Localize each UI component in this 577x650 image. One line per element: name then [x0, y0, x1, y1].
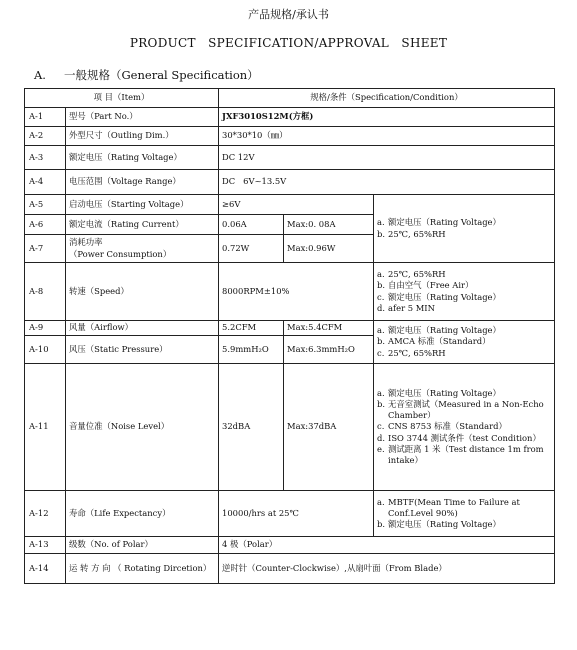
row-value: DC 12V	[219, 146, 555, 170]
condition-item	[377, 269, 552, 280]
row-id: A-7	[25, 235, 66, 263]
section-heading	[34, 67, 259, 83]
condition-marker: c.	[377, 347, 385, 358]
condition-item	[377, 303, 552, 314]
condition-text: afer 5 MIN	[388, 302, 435, 313]
condition-item	[377, 433, 552, 444]
condition-marker: c.	[377, 421, 385, 432]
row-max: Max:0. 08A	[284, 215, 374, 235]
condition-text: ISO 3744 测试条件（test Condition）	[388, 432, 541, 443]
condition-list	[377, 269, 552, 313]
row-item-multiline	[66, 235, 219, 263]
section-number: A.	[34, 68, 46, 82]
condition-marker: b.	[377, 280, 386, 291]
section-title: 一般规格（General Specification）	[64, 68, 259, 82]
condition-text: 自由空气（Free Air）	[388, 280, 474, 291]
condition-text: 25℃, 65%RH	[388, 347, 446, 358]
condition-marker: b.	[377, 399, 386, 410]
row-id: A-8	[25, 263, 66, 321]
row-item: 级数（No. of Polar）	[66, 537, 219, 554]
row-id: A-11	[25, 364, 66, 491]
table-row	[25, 170, 555, 195]
condition-text: 测试距离 1 米（Test distance 1m from intake）	[388, 443, 544, 465]
condition-item	[377, 348, 552, 359]
condition-text: 额定电压（Rating Voltage）	[388, 291, 501, 302]
row-id: A-9	[25, 321, 66, 336]
table-row	[25, 554, 555, 584]
condition-marker: d.	[377, 302, 386, 313]
row-max: Max:6.3mmH₂O	[284, 336, 374, 364]
condition-text: 额定电压（Rating Voltage）	[388, 388, 501, 399]
condition-marker: a.	[377, 325, 385, 336]
condition-item	[377, 280, 552, 291]
row-value: 30*30*10（㎜）	[219, 127, 555, 146]
row-item: 消耗功率	[69, 237, 103, 248]
row-id: A-6	[25, 215, 66, 235]
condition-list	[377, 217, 552, 239]
row-id: A-4	[25, 170, 66, 195]
row-value: 5.9mmH₂O	[219, 336, 284, 364]
row-value: 0.72W	[219, 235, 284, 263]
row-item: 电压范围（Voltage Range）	[66, 170, 219, 195]
condition-marker: e.	[377, 443, 385, 454]
condition-list	[377, 497, 552, 530]
row-value: JXF3010S12M(方框)	[219, 108, 555, 127]
condition-marker: a.	[377, 388, 385, 399]
document-title-cn: 产品规格/承认书	[248, 8, 329, 21]
row-value: 0.06A	[219, 215, 284, 235]
row-item: 型号（Part No.）	[66, 108, 219, 127]
condition-marker: c.	[377, 291, 385, 302]
header-item: 项 目（Item）	[25, 89, 219, 108]
table-row	[25, 537, 555, 554]
row-max: Max:5.4CFM	[284, 321, 374, 336]
row-item: 额定电流（Rating Current）	[66, 215, 219, 235]
condition-text: CNS 8753 标准（Standard）	[388, 421, 507, 432]
table-row	[25, 263, 555, 321]
condition-cell	[374, 321, 555, 364]
condition-marker: b.	[377, 519, 386, 530]
condition-item	[377, 217, 552, 228]
table-row	[25, 108, 555, 127]
condition-marker: a.	[377, 217, 385, 228]
condition-item	[377, 444, 552, 466]
table-header-row	[25, 89, 555, 108]
row-value: 8000RPM±10%	[219, 263, 374, 321]
condition-list	[377, 325, 552, 358]
row-id: A-5	[25, 195, 66, 215]
condition-text: 25℃, 65%RH	[388, 228, 446, 239]
condition-item	[377, 292, 552, 303]
row-value: 5.2CFM	[219, 321, 284, 336]
row-value: 10000/hrs at 25℃	[219, 491, 374, 537]
table-row	[25, 364, 555, 491]
condition-item	[377, 421, 552, 432]
condition-marker: a.	[377, 269, 385, 280]
document-title-en: PRODUCT SPECIFICATION/APPROVAL SHEET	[129, 36, 448, 50]
condition-marker: a.	[377, 496, 385, 507]
row-value: ≥6V	[219, 195, 374, 215]
row-value: 逆时针（Counter-Clockwise）,从扇叶面（From Blade）	[219, 554, 555, 584]
condition-marker: d.	[377, 432, 386, 443]
row-item: 启动电压（Starting Voltage）	[66, 195, 219, 215]
condition-text: MBTF(Mean Time to Failure at Conf.Level 90%)	[388, 496, 520, 518]
table-row	[25, 195, 555, 215]
row-item: 寿命（Life Expectancy）	[66, 491, 219, 537]
condition-item	[377, 229, 552, 240]
condition-item	[377, 336, 552, 347]
condition-cell	[374, 491, 555, 537]
condition-item	[377, 497, 552, 519]
row-item: 外型尺寸（Outling Dim.）	[66, 127, 219, 146]
row-max: Max:0.96W	[284, 235, 374, 263]
row-item: 风量（Airflow）	[66, 321, 219, 336]
row-item-sub: （Power Consumption）	[69, 248, 172, 259]
condition-marker: b.	[377, 336, 386, 347]
condition-cell	[374, 364, 555, 491]
spec-table	[24, 88, 555, 584]
row-id: A-14	[25, 554, 66, 584]
row-item: 风压（Static Pressure）	[66, 336, 219, 364]
condition-item	[377, 388, 552, 399]
row-id: A-10	[25, 336, 66, 364]
condition-item	[377, 325, 552, 336]
condition-text: 无音室测试（Measured in a Non-Echo Chamber）	[388, 399, 544, 421]
condition-text: 额定电压（Rating Voltage）	[388, 519, 501, 530]
condition-item	[377, 399, 552, 421]
row-item: 音量位准（Noise Level）	[66, 364, 219, 491]
row-item: 运 转 方 向 （ Rotating Dircetion）	[66, 554, 219, 584]
row-id: A-3	[25, 146, 66, 170]
row-item: 额定电压（Rating Voltage）	[66, 146, 219, 170]
row-id: A-13	[25, 537, 66, 554]
row-max: Max:37dBA	[284, 364, 374, 491]
condition-item	[377, 519, 552, 530]
table-row	[25, 127, 555, 146]
row-id: A-12	[25, 491, 66, 537]
condition-list	[377, 388, 552, 466]
row-id: A-1	[25, 108, 66, 127]
condition-text: AMCA 标准（Standard）	[388, 336, 491, 347]
row-value: DC 6V~13.5V	[219, 170, 555, 195]
condition-text: 额定电压（Rating Voltage）	[388, 217, 501, 228]
row-item: 转速（Speed）	[66, 263, 219, 321]
header-condition: 规格/条件（Specification/Condition）	[219, 89, 555, 108]
row-id: A-2	[25, 127, 66, 146]
condition-text: 额定电压（Rating Voltage）	[388, 325, 501, 336]
condition-cell	[374, 195, 555, 263]
row-value: 4 极（Polar）	[219, 537, 555, 554]
table-row	[25, 321, 555, 336]
condition-marker: b.	[377, 228, 386, 239]
condition-cell	[374, 263, 555, 321]
condition-text: 25℃, 65%RH	[388, 269, 446, 280]
table-row	[25, 491, 555, 537]
row-value: 32dBA	[219, 364, 284, 491]
table-row	[25, 146, 555, 170]
